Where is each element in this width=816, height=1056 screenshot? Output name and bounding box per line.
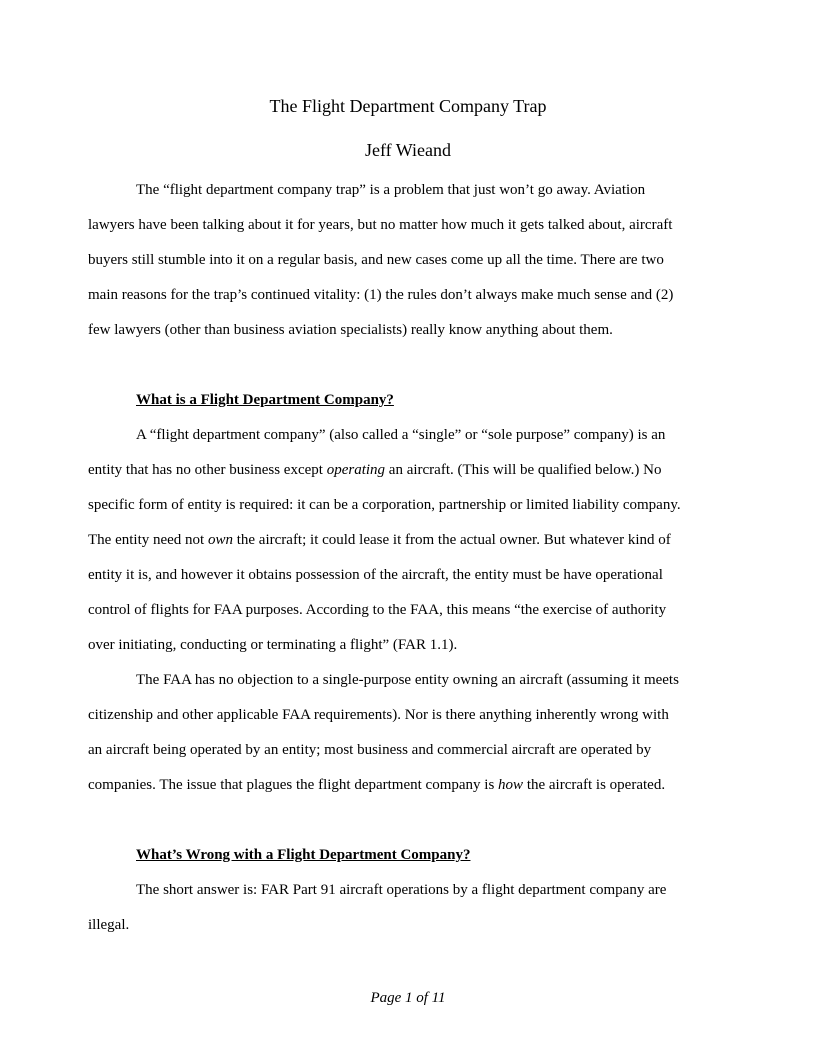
text-run: companies. The issue that plagues the flight department company is bbox=[88, 777, 499, 793]
text-line: an aircraft being operated by an entity; most business and commercial aircraft are operated by bbox=[88, 742, 652, 758]
text-line: buyers still stumble into it on a regular basis, and new cases come up all the time. There are two bbox=[88, 252, 664, 268]
text-line bbox=[88, 523, 728, 558]
section2-paragraph-1 bbox=[88, 873, 728, 943]
document-body bbox=[88, 173, 728, 943]
text-line: illegal. bbox=[88, 917, 130, 933]
section-heading-what-is bbox=[88, 383, 728, 418]
text-line: control of flights for FAA purposes. According to the FAA, this means “the exercise of authority bbox=[88, 602, 667, 618]
text-line: main reasons for the trap’s continued vitality: (1) the rules don’t always make much sense and (2) bbox=[88, 287, 674, 303]
text-line bbox=[88, 453, 728, 488]
section-heading-text: What is a Flight Department Company? bbox=[136, 392, 394, 408]
section1-paragraph-2 bbox=[88, 663, 728, 803]
text-line: The FAA has no objection to a single-purpose entity owning an aircraft (assuming it meets bbox=[136, 672, 679, 688]
text-line: entity it is, and however it obtains possession of the aircraft, the entity must be have operational bbox=[88, 567, 663, 583]
text-line: The “flight department company trap” is a problem that just won’t go away. Aviation bbox=[136, 182, 646, 198]
text-run: the aircraft is operated. bbox=[523, 777, 666, 793]
text-line: specific form of entity is required: it can be a corporation, partnership or limited liability company. bbox=[88, 497, 681, 513]
text-line bbox=[88, 768, 728, 803]
section-heading-text: What’s Wrong with a Flight Department Company? bbox=[136, 847, 471, 863]
text-line: A “flight department company” (also called a “single” or “sole purpose” company) is an bbox=[136, 427, 666, 443]
emphasis-operating: operating bbox=[326, 462, 386, 478]
intro-paragraph bbox=[88, 173, 728, 348]
text-line: over initiating, conducting or terminating a flight” (FAR 1.1). bbox=[88, 637, 458, 653]
text-line: The short answer is: FAR Part 91 aircraft operations by a flight department company are bbox=[136, 882, 667, 898]
emphasis-own: own bbox=[207, 532, 233, 548]
text-line: lawyers have been talking about it for years, but no matter how much it gets talked about, aircraft bbox=[88, 217, 673, 233]
text-run: the aircraft; it could lease it from the actual owner. But whatever kind of bbox=[232, 532, 671, 548]
document-title: The Flight Department Company Trap bbox=[269, 96, 547, 116]
page-number-footer: Page 1 of 11 bbox=[370, 990, 446, 1006]
text-line: few lawyers (other than business aviation specialists) really know anything about them. bbox=[88, 322, 613, 338]
text-run: an aircraft. (This will be qualified below.) No bbox=[385, 462, 662, 478]
section-heading-whats-wrong bbox=[88, 838, 728, 873]
text-line: citizenship and other applicable FAA requirements). Nor is there anything inherently wrong with bbox=[88, 707, 669, 723]
text-run: The entity need not bbox=[88, 532, 208, 548]
section1-paragraph-1 bbox=[88, 418, 728, 663]
text-run: entity that has no other business except bbox=[88, 462, 327, 478]
document-author: Jeff Wieand bbox=[364, 140, 452, 160]
emphasis-how: how bbox=[498, 777, 524, 793]
